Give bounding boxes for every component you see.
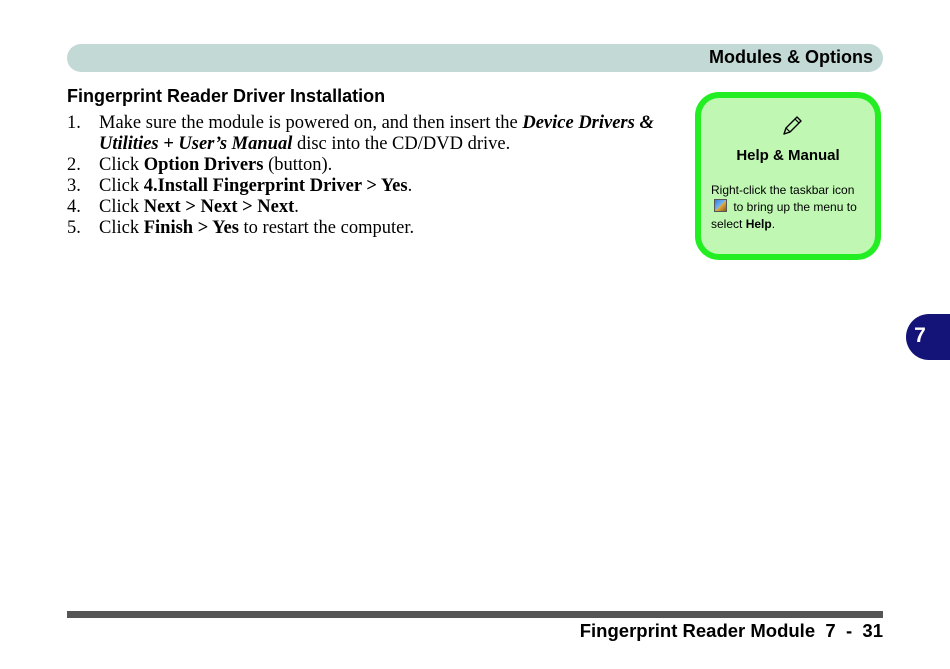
note-body [711,182,869,233]
step-number: 1. [67,113,81,133]
pencil-icon [780,114,804,138]
help-note-box [695,92,881,260]
step-text: Click [99,176,144,196]
chapter-tab[interactable] [906,314,950,360]
step-number: 4. [67,197,81,217]
step-emphasis: 4.Install Fingerprint Driver > Yes [143,176,408,196]
taskbar-app-icon [714,199,727,212]
step-emphasis: Option Drivers [143,155,264,175]
note-help-label: Help [745,217,772,231]
installation-steps [67,113,682,239]
step-item [67,113,682,155]
step-number: 5. [67,218,81,238]
step-item [67,155,682,176]
step-number: 2. [67,155,81,175]
step-text-end: . [294,197,299,217]
footer [580,619,883,643]
step-text: Click [99,218,144,238]
step-emphasis: Next > Next > Next [143,197,295,217]
step-number: 3. [67,176,81,196]
step-text-end: . [407,176,413,196]
note-text-middle: to bring up the menu to select [711,200,857,231]
header-title: Modules & Options [709,47,873,67]
step-emphasis: Finish > Yes [143,218,239,238]
step-text-end: disc into the CD/DVD drive. [292,134,511,154]
step-text-end: (button). [263,155,333,175]
footer-rule [67,611,883,618]
step-item [67,176,682,197]
header-bar [67,44,883,72]
step-item [67,197,682,218]
page-number: 7 - 31 [825,620,883,641]
step-text-end: to restart the computer. [238,218,415,238]
step-item [67,218,682,239]
note-text-end: . [771,217,776,231]
footer-title: Fingerprint Reader Module [579,620,816,641]
step-text: Click [99,155,144,175]
step-emphasis: Device Drivers & Utilities + User’s Manual [99,113,654,154]
chapter-number: 7 [914,324,926,347]
step-text: Make sure the module is powered on, and then insert the [99,113,523,133]
note-text: Right-click the taskbar icon [711,183,855,197]
step-text: Click [99,197,144,217]
section-title: Fingerprint Reader Driver Installation [67,86,386,106]
note-heading: Help & Manual [736,147,840,164]
